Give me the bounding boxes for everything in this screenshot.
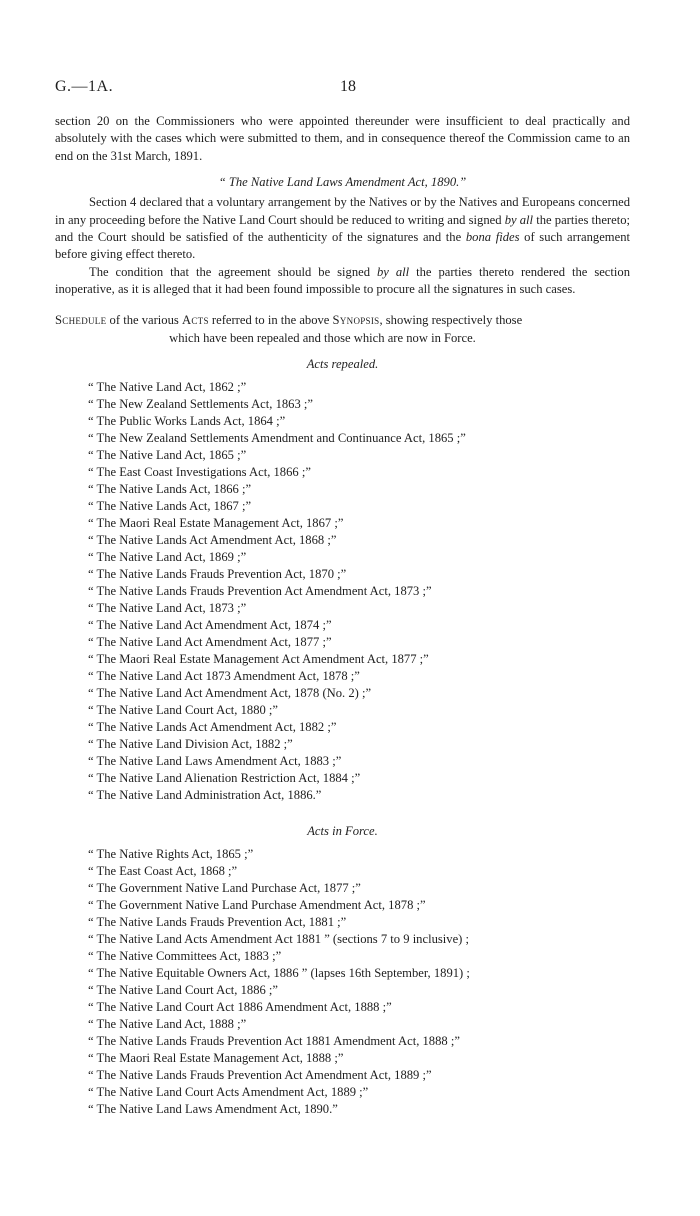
list-item: “ The New Zealand Settlements Amendment and Continuance Act, 1865 ;” <box>88 430 466 445</box>
list-item: “ The Native Lands Act, 1866 ;” <box>88 481 252 496</box>
list-item: “ The Native Lands Frauds Prevention Act Amendment Act, 1873 ;” <box>88 583 432 598</box>
list-item: “ The Native Lands Frauds Prevention Act 1881 Amendment Act, 1888 ;” <box>88 1033 460 1048</box>
list-item: “ The Native Land Act 1873 Amendment Act, 1878 ;” <box>88 668 360 683</box>
list-item: “ The Native Land Act, 1888 ;” <box>88 1016 247 1031</box>
list-item: “ The New Zealand Settlements Act, 1863 ;” <box>88 396 313 411</box>
acts-repealed-list <box>55 379 630 804</box>
list-item: “ The East Coast Investigations Act, 1866 ;” <box>88 464 311 479</box>
acts-in-force-list <box>55 846 630 1118</box>
paragraph-section-4-text-a: Section 4 declared that a voluntary arrangement by the Natives or by the Natives and Europeans concerned in any proceeding before the Native Land Court should be reduced to writing and signed <box>55 195 630 227</box>
list-item: “ The Native Land Act, 1873 ;” <box>88 600 247 615</box>
list-item: “ The Native Land Act, 1869 ;” <box>88 549 247 564</box>
list-item: “ The Native Lands Frauds Prevention Act, 1870 ;” <box>88 566 347 581</box>
document-body <box>55 113 630 1118</box>
list-item: “ The Native Land Court Acts Amendment Act, 1889 ;” <box>88 1084 369 1099</box>
list-item: “ The Native Committees Act, 1883 ;” <box>88 948 282 963</box>
list-item: “ The Native Land Act, 1862 ;” <box>88 379 247 394</box>
acts-repealed-heading: Acts repealed. <box>306 356 379 371</box>
page-header <box>55 78 630 100</box>
list-item: “ The Native Land Court Act, 1886 ;” <box>88 982 279 997</box>
list-item: “ The Public Works Lands Act, 1864 ;” <box>88 413 286 428</box>
list-item: “ The East Coast Act, 1868 ;” <box>88 863 238 878</box>
paragraph-condition <box>55 264 630 299</box>
list-item: “ The Maori Real Estate Management Act, 1867 ;” <box>88 515 344 530</box>
list-item: “ The Native Land Alienation Restriction Act, 1884 ;” <box>88 770 361 785</box>
schedule-text-1: of the various <box>106 312 182 327</box>
list-item: “ The Native Land Act Amendment Act, 1877 ;” <box>88 634 332 649</box>
schedule-line-2: which have been repealed and those which are now in Force. <box>169 330 476 345</box>
paragraph-condition-text-c: the parties thereto rendered the section inoperative, as it is alleged that it had been found impossible to procure all the signatures in such cases. <box>55 264 630 297</box>
act-title-1890: “ The Native Land Laws Amendment Act, 1890.” <box>218 175 467 190</box>
list-item: “ The Native Lands Frauds Prevention Act, 1881 ;” <box>88 914 347 929</box>
paragraph-section-4-text-c: the parties thereto; and the Court should be satisfied of the authenticity of the signatures and the <box>55 212 630 245</box>
list-item: “ The Native Land Division Act, 1882 ;” <box>88 736 293 751</box>
list-item: “ The Native Equitable Owners Act, 1886 ” (lapses 16th September, 1891) ; <box>88 965 470 980</box>
page-number: 18 <box>340 78 356 95</box>
list-item: “ The Native Land Acts Amendment Act 1881 ” (sections 7 to 9 inclusive) ; <box>88 931 469 946</box>
paragraph-section-4-text-e: of such arrangement before giving effect thereto. <box>55 230 630 262</box>
schedule-text-3: , showing respectively those <box>379 312 523 327</box>
document-code: G.—1A. <box>55 78 114 95</box>
list-item: “ The Government Native Land Purchase Act, 1877 ;” <box>88 880 361 895</box>
list-item: “ The Native Land Act Amendment Act, 1874 ;” <box>88 617 332 632</box>
list-item: “ The Native Land Laws Amendment Act, 1890.” <box>88 1101 338 1116</box>
section-gap <box>55 804 630 814</box>
list-item: “ The Native Land Court Act 1886 Amendment Act, 1888 ;” <box>88 999 392 1014</box>
schedule-text-2: referred to in the above <box>208 312 333 327</box>
paragraph-section-4-emphasis-bona-fides: bona fides <box>465 230 520 245</box>
paragraph-condition-emphasis-by-all: by all <box>376 264 410 279</box>
list-item: “ The Maori Real Estate Management Act, 1888 ;” <box>88 1050 344 1065</box>
paragraph-section-4 <box>55 194 630 264</box>
list-item: “ The Native Land Administration Act, 1886.” <box>88 787 322 802</box>
list-item: “ The Maori Real Estate Management Act Amendment Act, 1877 ;” <box>88 651 429 666</box>
list-item: “ The Native Land Court Act, 1880 ;” <box>88 702 279 717</box>
paragraph-section-20: section 20 on the Commissioners who were appointed thereunder were insufficient to deal practically and absolutely with the cases which were submitted to them, and in consequence thereof the Commission came to an end on the 31st March, 1891. <box>55 114 630 163</box>
paragraph-condition-text-a: The condition that the agreement should be signed <box>89 264 377 279</box>
list-item: “ The Government Native Land Purchase Amendment Act, 1878 ;” <box>88 897 426 912</box>
list-item: “ The Native Land Act, 1865 ;” <box>88 447 247 462</box>
schedule-heading <box>55 311 630 347</box>
list-item: “ The Native Lands Act Amendment Act, 1868 ;” <box>88 532 337 547</box>
list-item: “ The Native Lands Act Amendment Act, 1882 ;” <box>88 719 337 734</box>
schedule-acts-word: Acts <box>181 312 209 327</box>
schedule-word: Schedule <box>55 312 107 327</box>
paragraph-section-4-emphasis-by-all: by all <box>504 212 534 227</box>
list-item: “ The Native Land Act Amendment Act, 1878 (No. 2) ;” <box>88 685 372 700</box>
list-item: “ The Native Lands Act, 1867 ;” <box>88 498 252 513</box>
list-item: “ The Native Land Laws Amendment Act, 1883 ;” <box>88 753 342 768</box>
acts-in-force-heading: Acts in Force. <box>307 823 378 838</box>
schedule-synopsis-word: Synopsis <box>332 312 380 327</box>
list-item: “ The Native Lands Frauds Prevention Act Amendment Act, 1889 ;” <box>88 1067 432 1082</box>
list-item: “ The Native Rights Act, 1865 ;” <box>88 846 254 861</box>
